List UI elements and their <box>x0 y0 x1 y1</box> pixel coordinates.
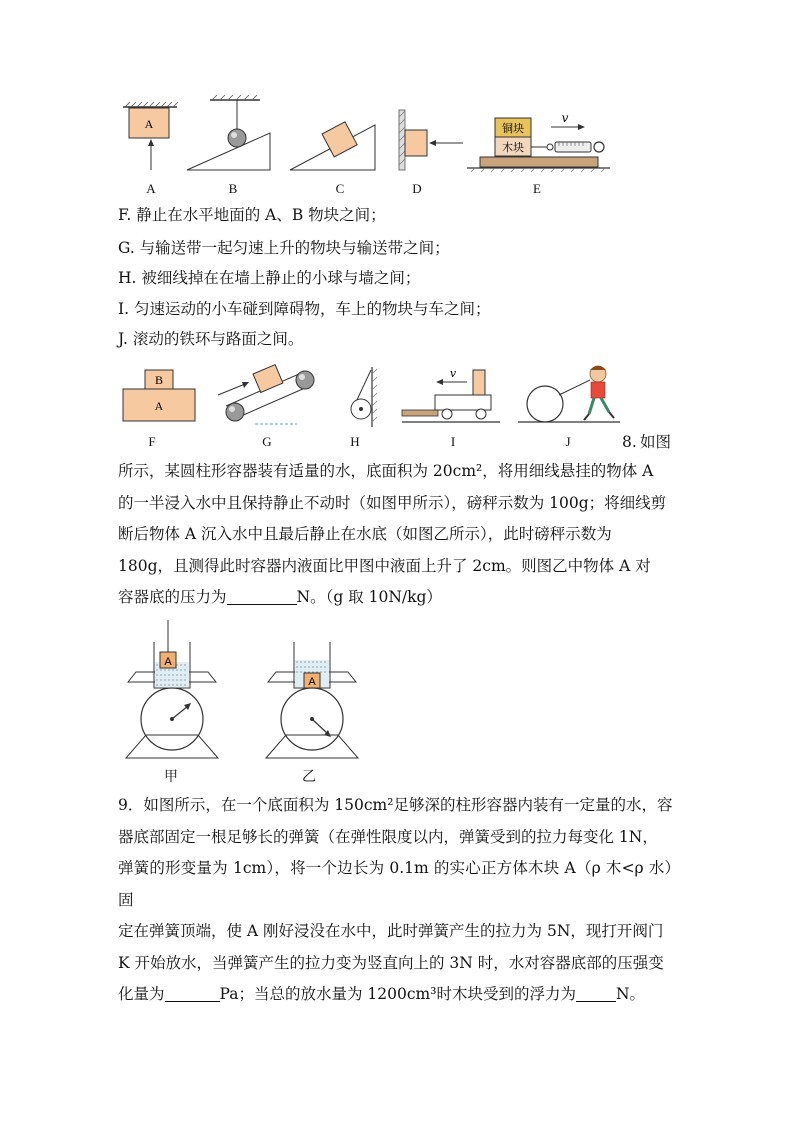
fig-e <box>467 111 610 172</box>
fig-f <box>123 370 195 421</box>
figure-row-f-to-j <box>115 362 625 432</box>
q9-answer-blank-2[interactable] <box>576 985 616 1002</box>
fig-e-velocity-label: v <box>561 111 569 125</box>
q9-part1: 化量为 <box>118 985 165 1003</box>
item-j: J. 滚动的铁环与路面之间。 <box>118 330 304 348</box>
fig-f-top-label: B <box>154 373 164 387</box>
fig-f-bottom-label: A <box>154 399 164 413</box>
fig-label-b: B <box>228 181 238 196</box>
item-i: I. 匀速运动的小车碰到障碍物，车上的物块与车之间； <box>118 300 491 318</box>
figure-jia-yi <box>118 620 368 785</box>
q8-answer-blank[interactable] <box>227 588 297 605</box>
fig-label-f: F <box>148 434 156 449</box>
fig-i-velocity-label: v <box>449 367 457 380</box>
fig-label-h: H <box>350 434 360 449</box>
q9-answer-blank-1[interactable] <box>165 985 220 1002</box>
q8-last-after: N。（g 取 10N/kg） <box>296 588 442 606</box>
fig-yi-label: 乙 <box>302 769 316 785</box>
fig-i <box>402 367 500 422</box>
q9-line-3: 弹簧的形变量为 1cm），将一个边长为 0.1m 的实心正方体木块 A（ρ 木<ρ 水）固 <box>118 859 680 909</box>
q9-line-4: 定在弹簧顶端，使 A 刚好浸没在水中，此时弹簧产生的拉力为 5N，现打开阀门 <box>118 922 664 940</box>
q8-last-before: 容器底的压力为 <box>118 588 227 606</box>
fig-label-e: E <box>533 181 541 196</box>
fig-e-copper-label: 铜块 <box>502 122 524 135</box>
fig-e-wood-label: 木块 <box>502 141 524 154</box>
item-h: H. 被细线掉在在墙上静止的小球与墙之间； <box>118 269 421 287</box>
fig-label-g: G <box>262 434 272 449</box>
fig-b <box>187 95 270 170</box>
fig-jia-block-label: A <box>164 656 172 668</box>
fig-a-block-label: A <box>144 117 154 131</box>
item-f: F. 静止在水平地面的 A、B 物块之间； <box>118 206 386 224</box>
fig-label-j: J <box>565 434 571 449</box>
fig-c <box>290 122 375 170</box>
fig-d <box>399 110 463 170</box>
fig-yi-block-label: A <box>308 676 316 688</box>
fig-label-a: A <box>146 181 156 196</box>
fig-label-d: D <box>412 181 422 196</box>
q9-line-2: 器底部固定一根足够长的弹簧（在弹性限度以内，弹簧受到的拉力每变化 1N， <box>118 827 658 846</box>
fig-label-c: C <box>335 181 345 196</box>
q9-line-6 <box>118 979 680 1011</box>
fig-yi <box>266 642 358 758</box>
fig-h <box>351 367 377 427</box>
fig-label-i: I <box>450 434 456 449</box>
fig-j <box>518 366 620 422</box>
item-g: G. 与输送带一起匀速上升的物块与输送带之间； <box>118 239 450 257</box>
fig-g <box>218 365 314 424</box>
q9-line-5: K 开始放水，当弹簧产生的拉力变为竖直向上的 3N 时，水对容器底部的压强变 <box>118 953 664 972</box>
q9-body <box>118 790 680 1011</box>
q8-line-4: 180g，且测得此时容器内液面比甲图中液面上升了 2cm。则图乙中物体 A 对 <box>118 556 651 575</box>
q8-first-line-tail: 如图 <box>640 433 672 451</box>
q8-body <box>118 456 680 614</box>
q8-line-2: 的一半浸入水中且保持静止不动时（如图甲所示），磅秤示数为 100g；将细线剪 <box>118 493 667 512</box>
fig-a <box>123 102 178 170</box>
q8-number: 8. <box>622 433 637 451</box>
q9-part2: Pa；当总的放水量为 1200cm³时木块受到的浮力为 <box>219 985 576 1003</box>
q8-line-3: 断后物体 A 沉入水中且最后静止在水底（如图乙所示），此时磅秤示数为 <box>118 525 612 543</box>
q9-part3: N。 <box>615 985 646 1003</box>
q9-line-1: 9．如图所示，在一个底面积为 150cm²足够深的柱形容器内装有一定量的水，容 <box>118 796 673 814</box>
fig-jia <box>126 620 218 758</box>
fig-jia-label: 甲 <box>164 769 178 785</box>
q8-line-1: 所示，某圆柱形容器装有适量的水，底面积为 20cm²，将用细线悬挂的物体 A <box>118 462 654 480</box>
q8-line-5 <box>118 582 680 614</box>
